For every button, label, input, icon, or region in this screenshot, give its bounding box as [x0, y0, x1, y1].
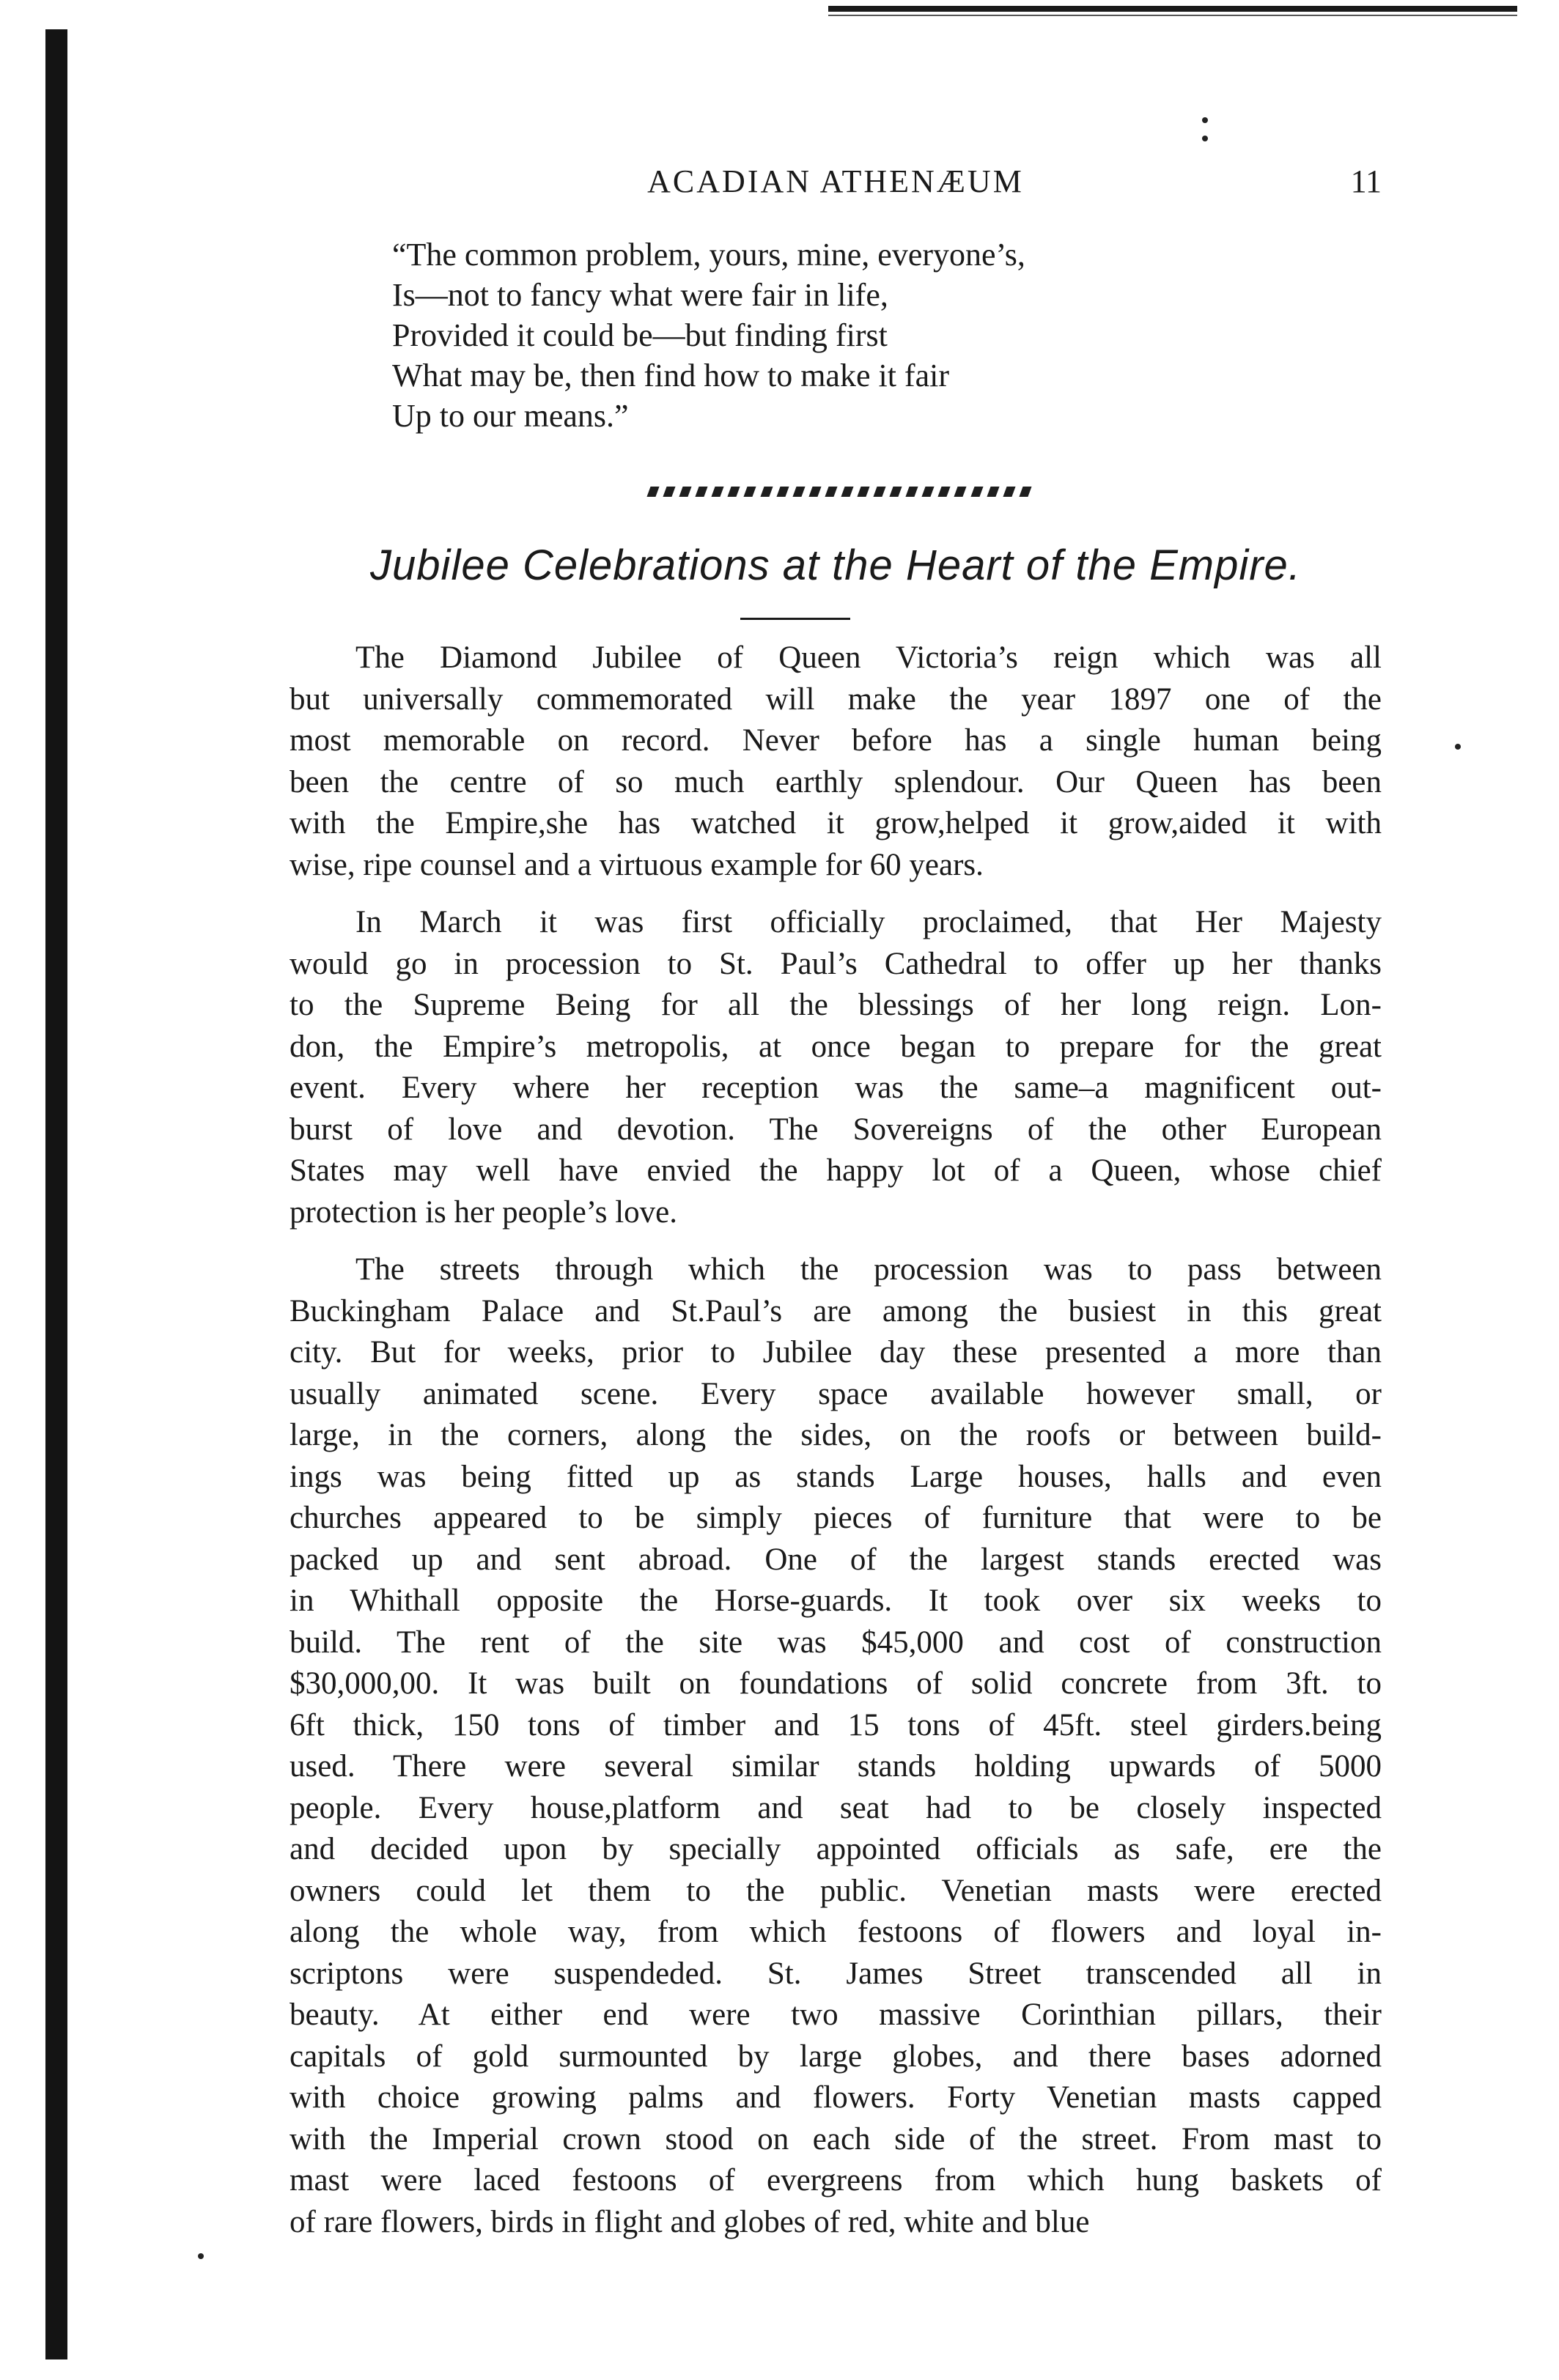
ornament-mark — [1003, 487, 1015, 497]
ornament-mark — [906, 487, 918, 497]
article-heading: Jubilee Celebrations at the Heart of the Empire. — [370, 542, 1301, 589]
text-line: with the Imperial crown stood on each side of the street. From mast to — [290, 2121, 1382, 2157]
text-line: burst of love and devotion. The Sovereigns of the other European — [290, 1112, 1382, 1147]
article-paragraph — [290, 638, 1382, 886]
text-line: States may well have envied the happy lot of a Queen, whose chief — [290, 1153, 1382, 1188]
text-line: usually animated scene. Every space available however small, or — [290, 1376, 1382, 1411]
running-head — [290, 163, 1382, 207]
ornament-mark — [857, 487, 869, 497]
running-title: ACADIAN ATHENÆUM — [647, 163, 1024, 199]
text-line: packed up and sent abroad. One of the largest stands erected was — [290, 1542, 1382, 1577]
scan-top-rule — [828, 6, 1517, 12]
ornament-mark — [987, 487, 999, 497]
text-line: In March it was first officially proclaimed, that Her Majesty — [355, 905, 1382, 939]
ornament-mark — [728, 487, 740, 497]
verse-line: “The common problem, yours, mine, everyone’s, — [392, 237, 1025, 273]
text-line: build. The rent of the site was $45,000 and cost of construction — [290, 1625, 1382, 1660]
text-line: large, in the corners, along the sides, on the roofs or between build- — [290, 1418, 1382, 1452]
text-line: used. There were several similar stands holding upwards of 5000 — [290, 1749, 1382, 1784]
ornament-mark — [679, 487, 692, 497]
ornament-mark — [744, 487, 756, 497]
heading-rule — [740, 618, 850, 620]
ornament-mark — [874, 487, 886, 497]
ornament-mark — [808, 487, 821, 497]
ornament-mark — [663, 487, 676, 497]
scan-speck — [198, 2253, 204, 2259]
text-line: ings was being fitted up as stands Large houses, halls and even — [290, 1459, 1382, 1494]
ornament-mark — [825, 487, 837, 497]
text-line: and decided upon by specially appointed officials as safe, ere the — [290, 1832, 1382, 1866]
verse-line: Up to our means.” — [392, 398, 629, 434]
ornament-mark — [712, 487, 724, 497]
ornament-mark — [696, 487, 708, 497]
text-line: Buckingham Palace and St.Paul’s are among the busiest in this great — [290, 1293, 1382, 1328]
verse-line: Provided it could be—but finding first — [392, 317, 888, 353]
text-line: with choice growing palms and flowers. Forty Venetian masts capped — [290, 2080, 1382, 2115]
text-line: but universally commemorated will make the year 1897 one of the — [290, 681, 1382, 717]
text-line: people. Every house,platform and seat had to be closely inspected — [290, 1790, 1382, 1825]
ornament-mark — [1019, 487, 1031, 497]
ornament-mark — [970, 487, 983, 497]
ornament-mark — [890, 487, 902, 497]
text-line: don, the Empire’s metropolis, at once began to prepare for the great — [290, 1029, 1382, 1064]
ornament-mark — [792, 487, 805, 497]
text-line: The Diamond Jubilee of Queen Victoria’s reign which was all — [355, 640, 1382, 675]
scan-speck — [1202, 117, 1208, 123]
scan-speck — [1455, 744, 1461, 750]
text-line: 6ft thick, 150 tons of timber and 15 tons of 45ft. steel girders.being — [290, 1707, 1382, 1742]
text-line: capitals of gold surmounted by large globes, and there bases adorned — [290, 2039, 1382, 2074]
text-line: been the centre of so much earthly splendour. Our Queen has been — [290, 764, 1382, 799]
ornament-mark — [646, 487, 659, 497]
ornament-mark — [938, 487, 951, 497]
page-number: 11 — [1350, 163, 1382, 199]
scan-left-edge — [45, 29, 67, 2359]
verse-quotation — [392, 234, 1198, 436]
text-line: of rare flowers, birds in flight and globes of red, white and blue — [290, 2204, 1090, 2239]
text-line: mast were laced festoons of evergreens from which hung baskets of — [290, 2163, 1382, 2198]
text-line: city. But for weeks, prior to Jubilee day these presented a more than — [290, 1335, 1382, 1370]
text-line: event. Every where her reception was the same–a magnificent out- — [290, 1071, 1382, 1105]
text-line: beauty. At either end were two massive Corinthian pillars, their — [290, 1998, 1382, 2032]
verse-line: What may be, then find how to make it fair — [392, 358, 949, 393]
decorative-ornament-rule — [649, 484, 1030, 500]
text-line: wise, ripe counsel and a virtuous example for 60 years. — [290, 847, 984, 882]
ornament-mark — [776, 487, 789, 497]
ornament-mark — [922, 487, 935, 497]
verse-line: Is—not to fancy what were fair in life, — [392, 277, 888, 313]
text-line: churches appeared to be simply pieces of furniture that were to be — [290, 1501, 1382, 1535]
text-line: $30,000,00. It was built on foundations of solid concrete from 3ft. to — [290, 1666, 1382, 1701]
article-paragraph — [290, 1249, 1382, 2243]
article-body — [290, 638, 1382, 2259]
text-line: with the Empire,she has watched it grow,helped it grow,aided it with — [290, 806, 1382, 840]
text-line: owners could let them to the public. Venetian masts were erected — [290, 1873, 1382, 1908]
text-line: along the whole way, from which festoons of flowers and loyal in- — [290, 1915, 1382, 1949]
ornament-mark — [760, 487, 773, 497]
ornament-mark — [841, 487, 853, 497]
text-line: The streets through which the procession was to pass between — [355, 1252, 1382, 1287]
text-line: scriptons were suspendeded. St. James Street transcended all in — [290, 1956, 1382, 1991]
article-paragraph — [290, 902, 1382, 1233]
scan-top-rule-thin — [828, 15, 1517, 16]
text-line: to the Supreme Being for all the blessings of her long reign. Lon- — [290, 988, 1382, 1022]
scan-speck — [1202, 136, 1208, 141]
text-line: most memorable on record. Never before has a single human being — [290, 723, 1382, 758]
text-line: in Whithall opposite the Horse-guards. It took over six weeks to — [290, 1583, 1382, 1618]
text-line: would go in procession to St. Paul’s Cathedral to offer up her thanks — [290, 946, 1382, 981]
text-line: protection is her people’s love. — [290, 1194, 677, 1230]
ornament-mark — [954, 487, 967, 497]
